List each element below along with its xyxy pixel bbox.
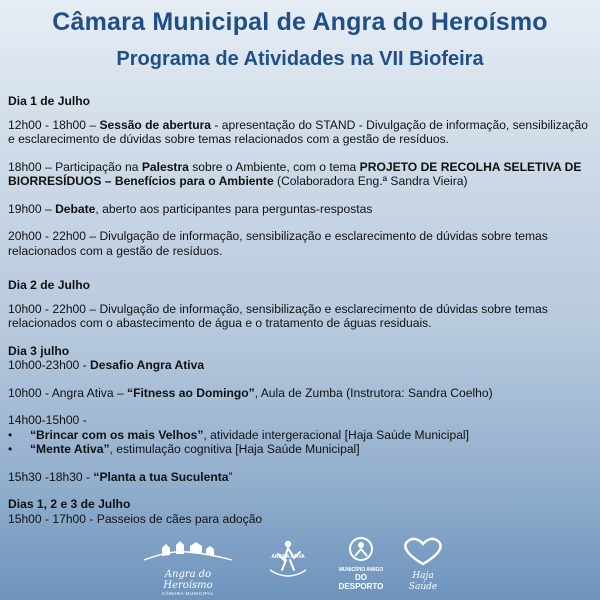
angra-logo bbox=[140, 536, 236, 596]
day1-item-opening bbox=[8, 118, 588, 147]
day2-heading: Dia 2 de Julho bbox=[8, 278, 90, 292]
day3-item-suculenta-title: “Planta a tua Suculenta bbox=[93, 469, 229, 484]
day3-item-suculenta bbox=[8, 470, 588, 485]
day1-item-lecture bbox=[8, 160, 588, 189]
haja-saude-logo bbox=[398, 536, 448, 593]
day1-item-lecture-speaker: (Colaboradora Eng.ª Sandra Vieira) bbox=[273, 174, 468, 188]
angra-logo-name: Angra do Heroísmo bbox=[163, 569, 213, 591]
sports-friendly-icon bbox=[336, 536, 386, 562]
day3-item-afternoon-time: 14h00-15h00 - bbox=[8, 413, 87, 427]
angra-skyline-icon bbox=[140, 536, 236, 564]
day1-item-debate-time: 19h00 – bbox=[8, 201, 56, 216]
day3-bullet-brincar-desc: , atividade intergeracional [Haja Saúde Municipal] bbox=[203, 427, 469, 442]
footer-logos bbox=[140, 536, 460, 596]
day1-item-opening-title: Sessão de abertura bbox=[99, 117, 212, 132]
page-subtitle: Programa de Atividades na VII Biofeira bbox=[116, 48, 484, 70]
day1-item-evening: 20h00 - 22h00 – Divulgação de informação, sensibilização e esclarecimento de dúvidas sobre temas relacionados com a gestão de resíduos. bbox=[8, 229, 548, 258]
program-body bbox=[8, 94, 588, 526]
day3-item-fitness-desc: , Aula de Zumba (Instrutora: Sandra Coelho) bbox=[254, 385, 493, 400]
angra-ativa-emblem-icon bbox=[264, 536, 312, 586]
day3-item-fitness-pre: 10h00 - Angra Ativa – bbox=[8, 385, 128, 400]
day2-item-info: 10h00 - 22h00 – Divulgação de informação, sensibilização e esclarecimento de dúvidas sobre temas relacionados com o abastecimento de água e o tratamento de águas residuais. bbox=[8, 301, 548, 330]
day3-bullet-mente bbox=[8, 442, 588, 457]
day1-item-debate-desc: , aberto aos participantes para perguntas-respostas bbox=[95, 201, 373, 216]
heart-icon bbox=[398, 536, 448, 566]
day1-heading: Dia 1 de Julho bbox=[8, 94, 90, 108]
angra-logo-sub: CÂMARA MUNICIPAL bbox=[161, 591, 215, 596]
do-desporto-label: DO DESPORTO bbox=[338, 573, 384, 591]
day3-item-challenge bbox=[8, 358, 588, 373]
haja-saude-label: Haja Saúde bbox=[408, 571, 438, 592]
day3-item-fitness-title: “Fitness ao Domingo” bbox=[127, 385, 255, 400]
municipio-amigo-desporto-logo bbox=[336, 536, 386, 591]
days-all-item-dogs: 15h00 - 17h00 - Passeios de cães para adoção bbox=[8, 511, 263, 526]
day3-item-challenge-time: 10h00-23h00 - bbox=[8, 358, 91, 372]
day3-item-suculenta-time: 15h30 -18h30 - bbox=[8, 469, 94, 484]
municipio-amigo-label: MUNICÍPIO AMIGO bbox=[338, 567, 384, 573]
day3-item-challenge-title: Desafio Angra Ativa bbox=[90, 358, 205, 372]
day1-item-lecture-keyword: Palestra bbox=[141, 159, 189, 174]
day3-bullet-mente-title: “Mente Ativa” bbox=[30, 442, 110, 456]
day1-item-opening-time: 12h00 - 18h00 – bbox=[8, 117, 100, 132]
day1-item-lecture-pre: 18h00 – Participação na bbox=[8, 159, 142, 174]
day1-item-lecture-theme: PROJETO DE RECOLHA SELETIVA DE BIORRESÍDUOS – Benefícios para o Ambiente bbox=[8, 159, 582, 188]
day3-bullet-brincar-title: “Brincar com os mais Velhos” bbox=[30, 427, 204, 442]
day1-item-debate bbox=[8, 202, 588, 217]
day1-item-opening-desc: - apresentação do STAND - Divulgação de informação, sensibilização e esclarecimento de dúvidas sobre temas relacionados com a gestão de resíduos. bbox=[8, 117, 588, 146]
day3-heading: Dia 3 julho bbox=[8, 343, 70, 358]
day3-item-suculenta-end: ” bbox=[228, 469, 233, 484]
day3-bullet-brincar bbox=[8, 428, 588, 443]
days-all-heading: Dias 1, 2 e 3 de Julho bbox=[8, 497, 131, 511]
day3-item-fitness bbox=[8, 386, 588, 401]
day1-item-lecture-mid: sobre o Ambiente, com o tema bbox=[188, 159, 360, 174]
angra-ativa-logo bbox=[264, 536, 312, 591]
day3-bullet-mente-desc: , estimulação cognitiva [Haja Saúde Municipal] bbox=[109, 442, 360, 456]
page-title: Câmara Municipal de Angra do Heroísmo bbox=[52, 8, 548, 36]
angra-ativa-name: ANGRA ATIVA bbox=[271, 554, 305, 560]
day1-item-debate-title: Debate bbox=[55, 201, 96, 216]
